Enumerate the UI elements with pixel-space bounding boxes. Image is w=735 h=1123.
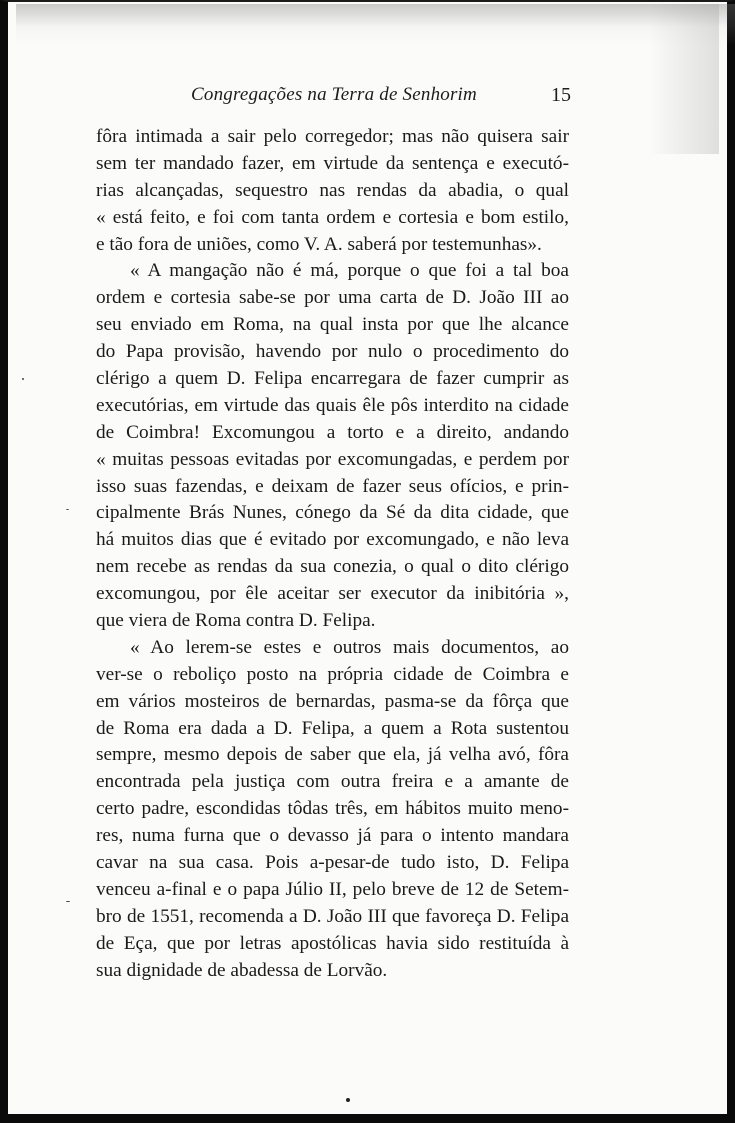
text-line: sempre, mesmo depois de saber que ela, já velha avó, fôra — [96, 744, 569, 766]
text-line: do Papa provisão, havendo por nulo o procedimento do — [96, 341, 569, 363]
text-line: há muitos dias que é evitado por excomungado, e não leva — [96, 529, 569, 551]
text-line: que viera de Roma contra D. Felipa. — [96, 610, 376, 632]
scan-speck — [66, 901, 70, 902]
scan-shadow-corner — [649, 4, 719, 154]
text-line: sua dignidade de abadessa de Lorvão. — [96, 959, 388, 981]
running-title: Congregações na Terra de Senhorim — [191, 84, 477, 105]
text-line: res, numa furna que o devasso já para o intento mandara — [96, 825, 569, 847]
body-text — [96, 124, 569, 985]
text-line: de Coimbra! Excomungou a torto e a direito, andando — [96, 421, 569, 443]
text-line: « muitas pessoas evitadas por excomungadas, e perdem por — [96, 448, 569, 470]
page-number: 15 — [551, 84, 571, 106]
text-line: de Roma era dada a D. Felipa, a quem a Rota sustentou — [96, 717, 569, 739]
text-line: isso suas fazendas, e deixam de fazer seus ofícios, e prin- — [96, 475, 569, 497]
text-line: ver-se o reboliço posto na própria cidade de Coimbra e — [96, 663, 569, 685]
text-line: cipalmente Brás Nunes, cónego da Sé da dita cidade, que — [96, 502, 569, 524]
text-line: « está feito, e foi com tanta ordem e cortesia e bom estilo, — [96, 206, 569, 228]
text-line: encontrada pela justiça com outra freira e a amante de — [96, 771, 569, 793]
page-dot — [346, 1098, 350, 1102]
scan-shadow — [16, 4, 735, 46]
text-line: certo padre, escondidas tôdas três, em hábitos muito meno- — [96, 798, 569, 820]
text-line: fôra intimada a sair pelo corregedor; mas não quisera sair — [96, 126, 569, 147]
text-line: de Eça, que por letras apostólicas havia sido restituída à — [96, 932, 569, 954]
text-line: e tão fora de uniões, como V. A. saberá por testemunhas». — [96, 233, 542, 255]
text-line: sem ter mandado fazer, em virtude da sentença e executó- — [96, 152, 569, 174]
text-line: bro de 1551, recomenda a D. João III que favoreça D. Felipa — [96, 905, 569, 927]
scan-speck — [66, 509, 69, 510]
text-line: seu enviado em Roma, na qual insta por que lhe alcance — [96, 314, 569, 336]
text-line: excomungou, por êle aceitar ser executor da inibitória », — [96, 583, 569, 605]
text-line: venceu a-final e o papa Júlio II, pelo breve de 12 de Setem- — [96, 878, 569, 900]
paragraph — [96, 635, 569, 985]
scan-speck — [22, 378, 24, 380]
text-line: clérigo a quem D. Felipa encarregara de fazer cumprir as — [96, 368, 569, 390]
text-line: ordem e cortesia sabe-se por uma carta de D. João III ao — [96, 287, 569, 309]
text-line: « A mangação não é má, porque o que foi a tal boa — [130, 260, 569, 282]
text-line: nem recebe as rendas da sua conezia, o qual o dito clérigo — [96, 556, 569, 578]
text-line: executórias, em virtude das quais êle pôs interdito na cidade — [96, 394, 569, 416]
text-line: rias alcançadas, sequestro nas rendas da abadia, o qual — [96, 179, 569, 201]
page-header — [96, 84, 571, 114]
text-line: « Ao lerem-se estes e outros mais documentos, ao — [130, 636, 569, 658]
paragraph — [96, 124, 569, 258]
text-line: em vários mosteiros de bernardas, pasma-se da fôrça que — [96, 690, 569, 712]
text-line: cavar na sua casa. Pois a-pesar-de tudo isto, D. Felipa — [96, 852, 569, 874]
paragraph — [96, 258, 569, 634]
